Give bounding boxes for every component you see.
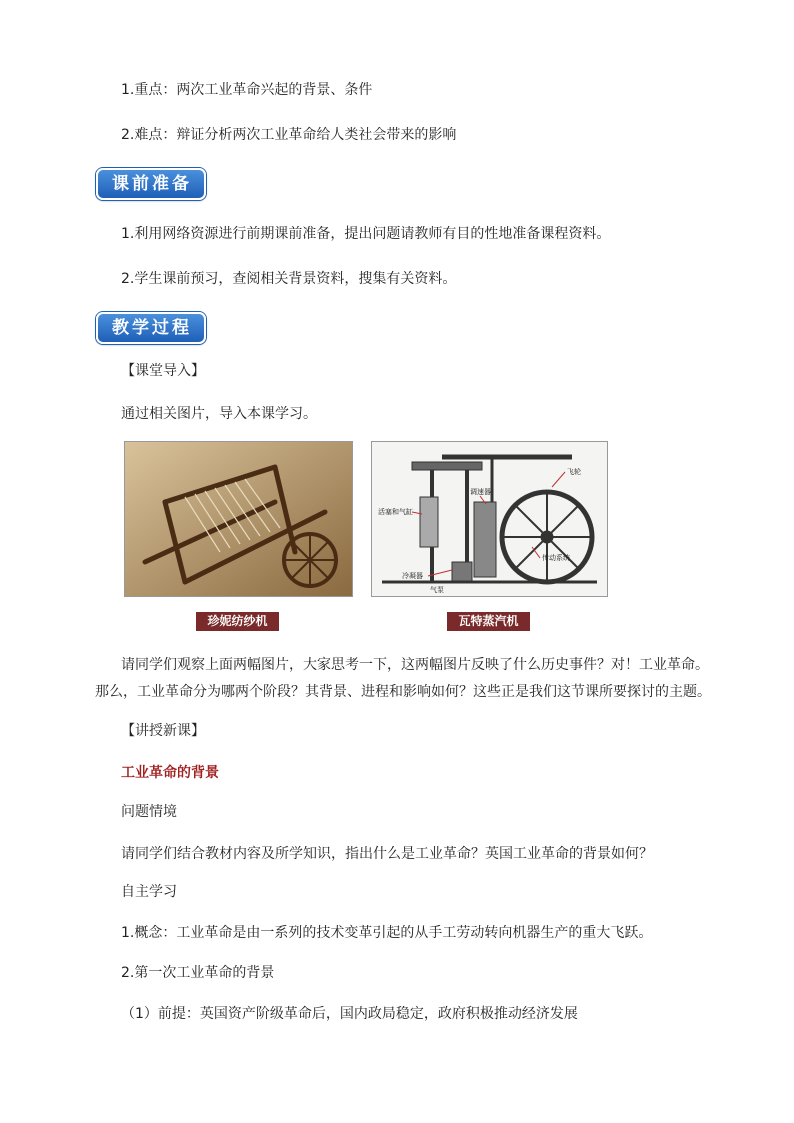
background-heading: 2.第一次工业革命的背景 [121, 965, 275, 981]
section-title-background: 工业革命的背景 [121, 765, 219, 781]
label-piston: 活塞和气缸 [378, 508, 413, 516]
label-governor: 调速器 [470, 488, 491, 496]
discussion-line-2: 那么，工业革命分为哪两个阶段？其背景、进程和影响如何？这些正是我们这节课所要探讨的主题。 [95, 684, 711, 700]
spinning-jenny-caption: 珍妮纺纱机 [196, 612, 279, 631]
new-lesson-heading: 【讲授新课】 [121, 723, 205, 739]
section-badge-process: 教学过程 [96, 312, 206, 344]
prep-item-2: 2.学生课前预习，查阅相关背景资料，搜集有关资料。 [121, 271, 457, 287]
key-point: 1.重点：两次工业革命兴起的背景、条件 [121, 82, 373, 98]
label-condenser: 冷凝器 [402, 572, 423, 580]
label-transmission: 传动系统 [542, 554, 570, 562]
intro-heading: 【课堂导入】 [121, 363, 205, 379]
difficult-point: 2.难点：辩证分析两次工业革命给人类社会带来的影响 [121, 127, 457, 143]
intro-text: 通过相关图片，导入本课学习。 [121, 406, 317, 422]
watt-steam-engine-image [371, 441, 608, 597]
label-flywheel: 飞轮 [567, 468, 581, 476]
prep-item-1: 1.利用网络资源进行前期课前准备，提出问题请教师有目的性地准备课程资料。 [121, 226, 611, 242]
question-heading: 问题情境 [121, 804, 177, 820]
discussion-line-1: 请同学们观察上面两幅图片，大家思考一下，这两幅图片反映了什么历史事件？对！工业革命。 [121, 657, 709, 673]
steam-engine-caption: 瓦特蒸汽机 [447, 612, 530, 631]
question-text: 请同学们结合教材内容及所学知识，指出什么是工业革命？英国工业革命的背景如何？ [121, 846, 653, 862]
self-study-heading: 自主学习 [121, 884, 177, 900]
steam-engine-illustration [372, 442, 607, 596]
section-badge-prep: 课前准备 [96, 168, 206, 200]
spinning-jenny-image [124, 441, 353, 597]
spinning-jenny-illustration [125, 442, 352, 596]
premise-text: （1）前提：英国资产阶级革命后，国内政局稳定，政府积极推动经济发展 [121, 1006, 578, 1022]
concept-text: 1.概念：工业革命是由一系列的技术变革引起的从手工劳动转向机器生产的重大飞跃。 [121, 925, 653, 941]
label-pump: 气泵 [430, 586, 444, 594]
